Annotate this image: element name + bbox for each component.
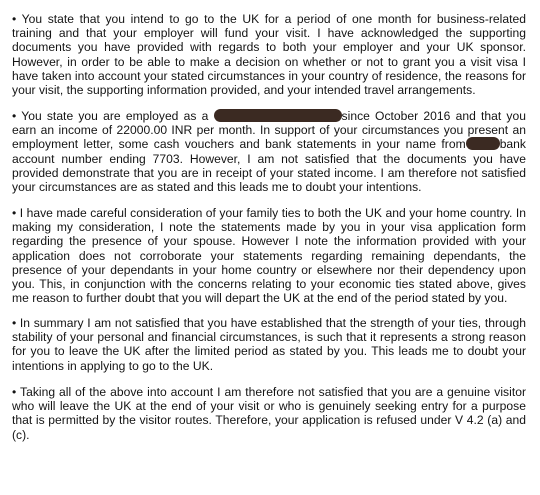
paragraph-text-part: since October 2016 and that you earn an income of 22000.00 INR per month. In support of your circumstances you present an employment letter, some cash vouchers and bank statements in your name from xyxy=(12,109,526,152)
paragraph-decision xyxy=(12,385,526,442)
paragraph-text-part: • You state you are employed as a xyxy=(12,109,214,123)
paragraph-text-part: bank account number ending 7703. However, I am not satisfied that the documents you have provided demonstrate that you are in receipt of your stated income. I am therefore not satisfied your circumstances are as stated and this leads me to doubt your intentions. xyxy=(12,137,526,195)
paragraph-text: • Taking all of the above into account I am therefore not satisfied that you are a genuine visitor who will leave the UK at the end of your visit or who is genuinely seeking entry for a purpose that is permitted by the visitor routes. Therefore, your application is refused under V 4.2 (a) and (c). xyxy=(12,385,526,442)
redaction-mark xyxy=(466,137,500,150)
paragraph-text: • I have made careful consideration of your family ties to both the UK and your home country. In making my consideration, I note the statements made by you in your visa application form regarding the presence of your spouse. However I note the information provided with your application does not corroborate your statements regarding remaining dependants, the presence of your dependants in your home country or elsewhere nor their dependency upon you. This, in conjunction with the concerns relating to your economic ties stated above, gives me reason to further doubt that you will depart the UK at the end of the period stated by you. xyxy=(12,206,526,306)
paragraph-employment xyxy=(12,109,526,194)
paragraph-purpose-of-visit xyxy=(12,12,526,97)
paragraph-summary xyxy=(12,316,526,373)
paragraph-text: • You state that you intend to go to the UK for a period of one month for business-related training and that your employer will fund your visit. I have acknowledged the supporting documents you have provided with regards to both your employer and your UK sponsor. However, in order to be able to make a decision on whether or not to grant you a visit visa I have taken into account your stated circumstances in your country of residence, the reasons for your visit, the supporting information provided, and your intended travel arrangements. xyxy=(12,12,526,98)
paragraph-text: • In summary I am not satisfied that you have established that the strength of your ties, through stability of your personal and financial circumstances, is such that it represents a strong reason for you to leave the UK after the limited period as stated by you. This leads me to doubt your intentions in applying to go to the UK. xyxy=(12,316,526,373)
redaction-mark xyxy=(214,109,342,122)
paragraph-family-ties xyxy=(12,206,526,305)
